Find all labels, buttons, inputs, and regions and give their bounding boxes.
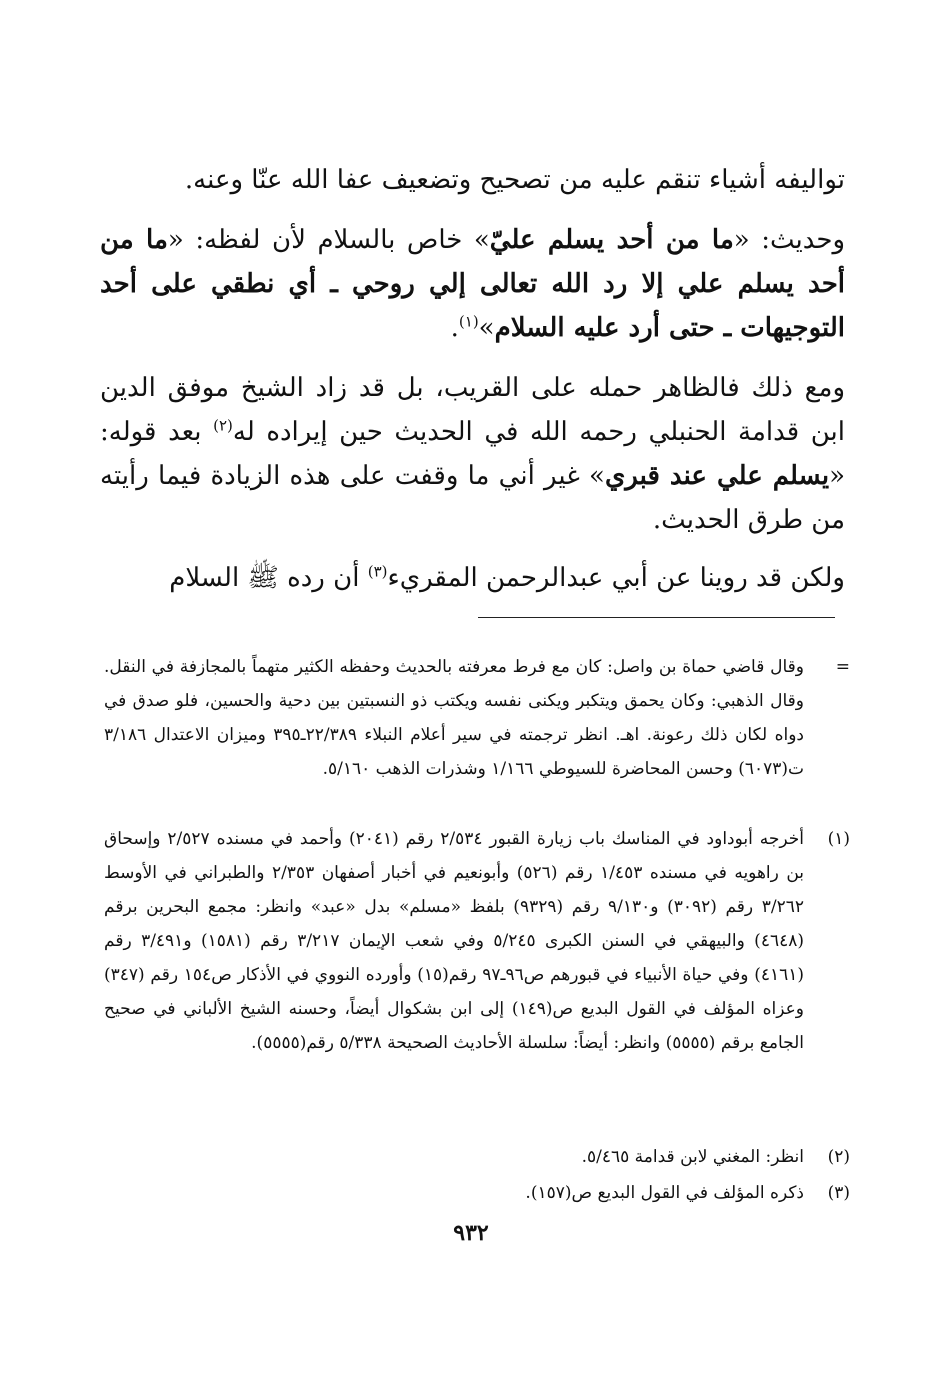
footnote-text: انظر: المغني لابن قدامة ٥/٤٦٥. (581, 1147, 804, 1167)
paragraph-text: ومع ذلك فالظاهر حمله على القريب، بل قد زاد الشيخ موفق الدين ابن قدامة الحنبلي رحمه الله في الحديث حين إيراده له (100, 373, 846, 447)
footnote-reference[interactable]: (١) (458, 312, 479, 331)
body-paragraph (100, 556, 845, 600)
footnote-number: (١) (827, 829, 850, 849)
footnote-separator (478, 617, 835, 618)
hadith-quote: ما من أحد يسلم عليّ (489, 225, 734, 255)
footnote-number: (٢) (827, 1147, 850, 1167)
footnote-reference[interactable]: (٢) (213, 416, 233, 435)
paragraph-text: أن رده ﷺ السلام (169, 563, 368, 593)
paragraph-text: » (478, 313, 495, 343)
hadith-quote: يسلم علي عند قبري (604, 461, 830, 491)
paragraph-text: وحديث: « (733, 225, 846, 255)
paragraph-text: » غير أني ما وقفت على هذه الزيادة فيما رأيته من طرق الحديث. (100, 461, 845, 535)
paragraph-text: توالیفه أشیاء تنقم علیه من تصحیح وتضعیف عفا الله عنّا وعنه. (184, 165, 845, 195)
paragraph-text: » خاص بالسلام لأن لفظه: « (167, 225, 490, 255)
body-paragraph (100, 158, 845, 202)
page-number: ٩٣٢ (453, 1220, 489, 1246)
footnote-number: (٣) (827, 1183, 850, 1203)
paragraph-text: . (450, 313, 459, 343)
paragraph-text: بعد قوله: « (100, 417, 845, 491)
body-paragraph (100, 218, 845, 350)
hadith-quote: ما من أحد يسلم علي إلا رد الله تعالى إلي روحي ـ أي نطقي على أحد التوجيهات ـ حتى أرد عليه السلام (100, 225, 845, 343)
body-paragraph (100, 366, 845, 542)
footnote-text: أخرجه أبوداود في المناسك باب زيارة القبور ٢/٥٣٤ رقم (٢٠٤١) وأحمد في مسنده ٢/٥٢٧ وإسحاق بن راهويه في مسنده ١/٤٥٣ رقم (٥٢٦) وأبونعيم في أخبار أصفهان ٢/٣٥٣ والطبراني في الأوسط ٣/٢٦٢ رقم (٣٠٩٢) و٩/١٣٠ رقم (٩٣٢٩) بلفظ «مسلم» بدل «عبد» وانظر: مجمع البحرين برقم (٤٦٤٨) والبيهقي في السنن الكبرى ٥/٢٤٥ وفي شعب الإيمان ٣/٢١٧ رقم (١٥٨١) و٣/٤٩١ رقم (٤١٦١) وفي حياة الأنبياء في قبورهم ص٩٦ـ٩٧ رقم(١٥) وأورده النووي في الأذكار ص١٥٤ رقم (٣٤٧) وعزاه المؤلف في القول البديع ص(١٤٩) إلى ابن بشكوال أيضاً، وحسنه الشيخ الألباني في صحيح الجامع برقم (٥٥٥٥) وانظر: أيضاً: سلسلة الأحاديث الصحيحة ٥/٣٣٨ رقم(٥٥٥٥). (104, 829, 805, 1053)
footnote-continuation-mark: = (835, 657, 850, 677)
footnote-text: ذكره المؤلف في القول البديع ص(١٥٧). (525, 1183, 804, 1203)
footnote-continuation-text: وقال قاضي حماة بن واصل: كان مع فرط معرفته بالحديث وحفظه الكثير متهماً بالمجازفة في النقل. وقال الذهبي: وكان يحمق ويتكبر ويكنى نفسه ويكتب ذو النسبتين بين دحية والحسين، فلو صدق في دواه لكان ذلك رعونة. اهـ. انظر ترجمته في سير أعلام النبلاء ٢٢/٣٨٩ـ٣٩٥ وميزان الاعتدال ٣/١٨٦ ت(٦٠٧٣) وحسن المحاضرة للسيوطي ١/١٦٦ وشذرات الذهب ٥/١٦٠. (104, 657, 804, 779)
footnote-reference[interactable]: (٣) (367, 562, 388, 581)
paragraph-text: ولكن قد روينا عن أبي عبدالرحمن المقريء (387, 563, 845, 593)
